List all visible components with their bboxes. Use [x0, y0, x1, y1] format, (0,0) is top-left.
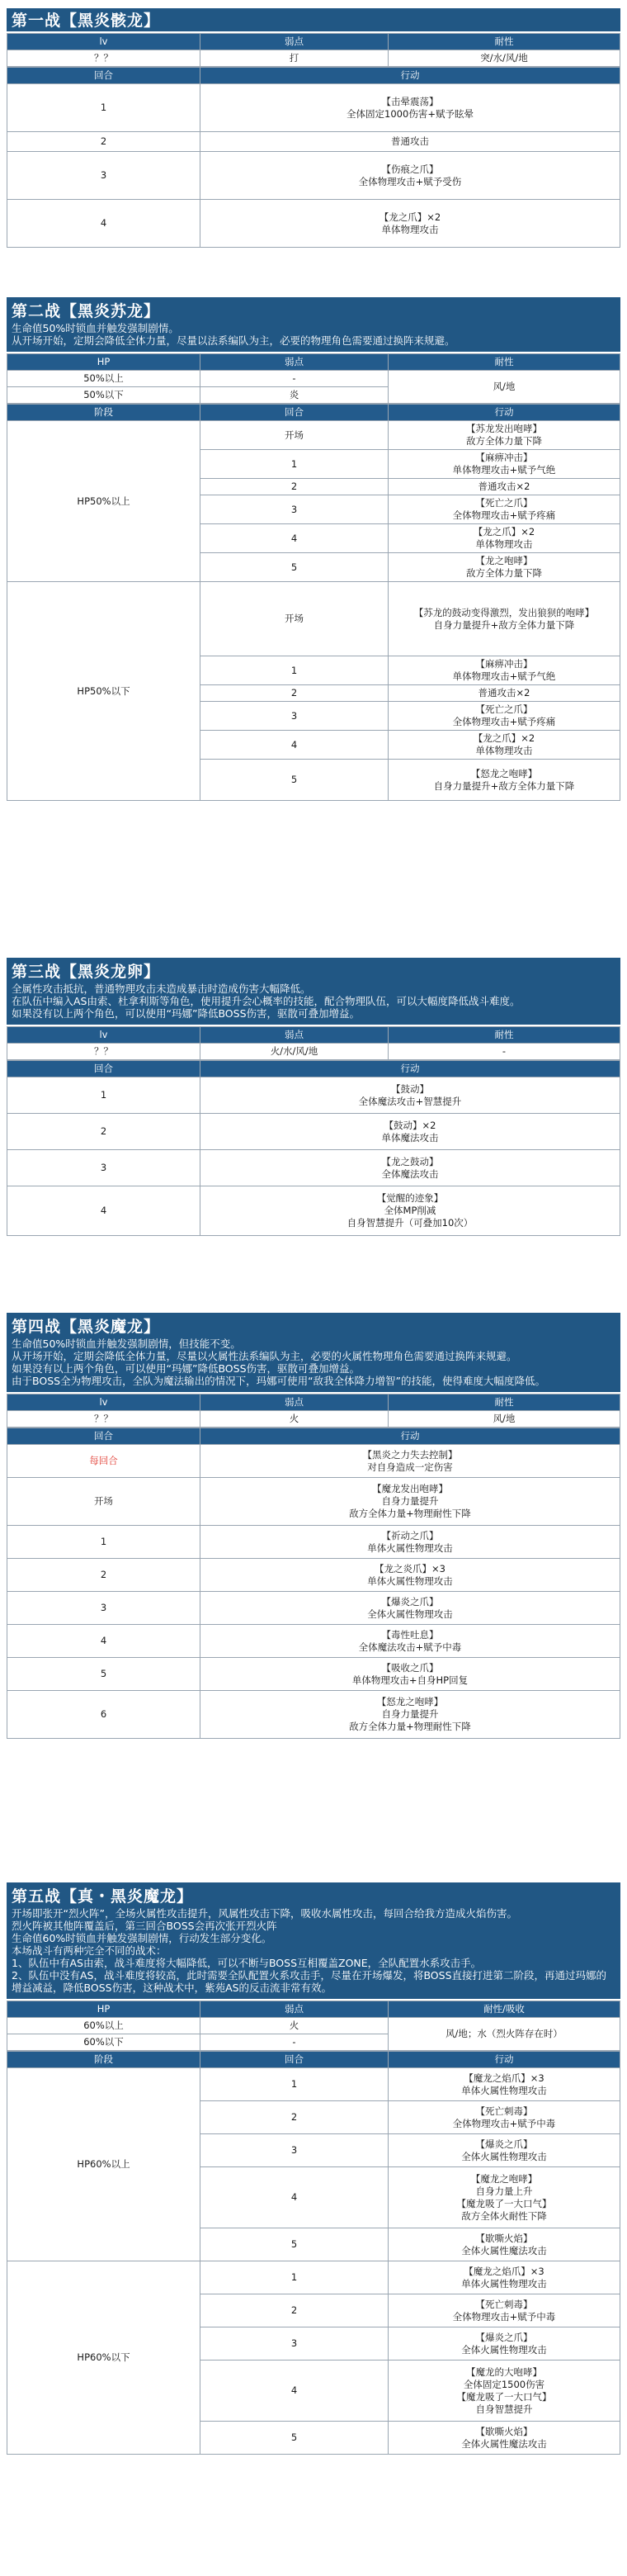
table-row: [7, 152, 620, 200]
battle-4-title: 第四战【黑炎魔龙】: [12, 1318, 161, 1336]
action-cell: 【死亡之爪】 全体物理攻击+赋予疼痛: [389, 702, 620, 731]
col-header-lv: lv: [7, 1027, 200, 1044]
battle-2-description: 生命值50%时锁血并触发强制剧情。 从开场开始，定期会降低全体力量，尽量以法系编队为主，必要的物理角色需要通过换阵来规避。: [12, 322, 455, 347]
col-header-resistance: 耐性: [389, 1395, 620, 1411]
battle-5-action-table: [7, 2051, 620, 2455]
col-header-turn: 回合: [7, 1061, 200, 1077]
battle-2-info-table: [7, 353, 620, 404]
weakness-value: 火: [200, 2018, 389, 2034]
table-row: [7, 1478, 620, 1526]
action-cell: 【歇嘶火焰】 全体火属性魔法攻击: [389, 2422, 620, 2455]
turn-cell: 2: [7, 132, 200, 152]
action-cell: 【爆炎之爪】 全体火属性物理攻击: [389, 2327, 620, 2361]
battle-4-description: 生命值50%时锁血并触发强制剧情，但技能不变。 从开场开始，定期会降低全体力量，尽量以火属性法系编队为主，必要的火属性物理角色需要通过换阵来规避。 如果没有以上两个角色，可以使用“玛娜”降低BOSS伤害，驱散可叠加增益。 由于BOSS全为物理攻击，全队为魔法输出的情况下，玛娜可使用“敌我全体降力增智”的技能，使得难度大幅度降低。: [12, 1338, 546, 1387]
battle-4-header: [7, 1313, 620, 1392]
action-cell: 【龙之爪】×2 单体物理攻击: [389, 731, 620, 760]
lv-value: ？？: [7, 1411, 200, 1428]
action-cell: 【魔龙发出咆哮】 自身力量提升 敌方全体力量+物理耐性下降: [200, 1478, 620, 1526]
battle-3-description: 全属性攻击抵抗，普通物理攻击未造成暴击时造成伤害大幅降低。 在队伍中编入AS由索、杜拿利斯等角色，使用提升会心概率的技能，配合物理队伍，可以大幅度降低战斗难度。 如果没有以上两个角色，可以使用“玛娜”降低BOSS伤害，驱散可叠加增益。: [12, 983, 521, 1020]
turn-cell: 3: [7, 152, 200, 200]
col-header-weakness: 弱点: [200, 1027, 389, 1044]
action-cell: 【魔龙之焰爪】×3 单体火属性物理攻击: [389, 2261, 620, 2294]
turn-cell: 1: [200, 656, 389, 685]
turn-cell: 开场: [7, 1478, 200, 1526]
action-cell: 【龙之爪】×2 单体物理攻击: [389, 524, 620, 553]
action-cell: 普通攻击: [200, 132, 620, 152]
hp-range: 60%以上: [7, 2018, 200, 2034]
action-cell: 【死亡刺毒】 全体物理攻击+赋予中毒: [389, 2101, 620, 2134]
battle-3-section: [7, 958, 620, 1236]
turn-cell: 5: [200, 553, 389, 582]
battle-2-title: 第二战【黑炎苏龙】: [12, 302, 161, 320]
turn-cell: 3: [200, 495, 389, 524]
turn-cell: 4: [200, 731, 389, 760]
action-cell: 【怒龙之咆哮】 自身力量提升 敌方全体力量+物理耐性下降: [200, 1691, 620, 1739]
lv-value: ？？: [7, 1044, 200, 1060]
resistance-value: -: [389, 1044, 620, 1060]
turn-cell: 5: [200, 760, 389, 801]
table-row: [7, 1150, 620, 1186]
resistance-value: 突/水/风/地: [389, 50, 620, 67]
turn-cell: 4: [7, 200, 200, 248]
turn-cell: 5: [200, 2228, 389, 2261]
action-cell: 【怒龙之咆哮】 自身力量提升+敌方全体力量下降: [389, 760, 620, 801]
action-cell: 【祈动之爪】 单体火属性物理攻击: [200, 1526, 620, 1559]
table-row: [7, 1658, 620, 1691]
col-header-weakness: 弱点: [200, 1395, 389, 1411]
col-header-turn: 回合: [200, 2052, 389, 2068]
col-header-action: 行动: [389, 405, 620, 421]
turn-cell: 2: [7, 1559, 200, 1592]
turn-cell: 4: [200, 2361, 389, 2422]
turn-cell: 3: [7, 1150, 200, 1186]
action-cell: 【魔龙之焰爪】×3 单体火属性物理攻击: [389, 2068, 620, 2101]
table-row: [7, 200, 620, 248]
action-cell: 【麻痹冲击】 单体物理攻击+赋予气绝: [389, 656, 620, 685]
stage-cell: HP50%以下: [7, 582, 200, 801]
col-header-resistance-absorb: 耐性/吸收: [389, 2001, 620, 2018]
turn-cell: 6: [7, 1691, 200, 1739]
table-row: [7, 2261, 620, 2294]
turn-cell: 4: [7, 1186, 200, 1236]
col-header-hp: HP: [7, 2001, 200, 2018]
table-row: [7, 1592, 620, 1625]
turn-cell: 2: [200, 479, 389, 495]
action-cell: 【苏龙的鼓动变得激烈，发出狼狈的咆哮】 自身力量提升+敌方全体力量下降: [389, 582, 620, 656]
action-cell: 普通攻击×2: [389, 685, 620, 702]
table-row: [7, 1445, 620, 1478]
weakness-value: 打: [200, 50, 389, 67]
battle-3-header: [7, 958, 620, 1025]
table-row: [7, 1691, 620, 1739]
action-cell: 【龙之咆哮】 敌方全体力量下降: [389, 553, 620, 582]
resistance-value: 风/地；水（烈火阵存在时）: [389, 2018, 620, 2051]
battle-4-action-table: [7, 1428, 620, 1739]
table-row: [7, 1559, 620, 1592]
battle-5-info-table: [7, 2001, 620, 2051]
table-row: [7, 132, 620, 152]
action-cell: 【魔龙之咆哮】 自身力量上升 【魔龙吸了一大口气】 敌方全体火耐性下降: [389, 2167, 620, 2228]
resistance-value: 风/地: [389, 371, 620, 404]
action-cell: 【苏龙发出咆哮】 敌方全体力量下降: [389, 421, 620, 450]
action-cell: 【龙之炎爪】×3 单体火属性物理攻击: [200, 1559, 620, 1592]
battle-2-header: [7, 297, 620, 352]
col-header-lv: lv: [7, 1395, 200, 1411]
action-cell: 【爆炎之爪】 全体火属性物理攻击: [200, 1592, 620, 1625]
col-header-weakness: 弱点: [200, 2001, 389, 2018]
turn-cell: 1: [7, 1077, 200, 1114]
battle-5-description: 开场即张开“烈火阵”，全场火属性攻击提升，风属性攻击下降，吸收水属性攻击，每回合给我方造成火焰伤害。 烈火阵被其他阵覆盖后，第三回合BOSS会再次张开烈火阵 生命值60%时锁血并触发强制剧情，行动发生部分变化。 本场战斗有两种完全不同的战术： 1、队伍中有AS由索，战斗难度将大幅降低，可以不断与BOSS互相覆盖ZONE，全队配置水系攻击手。 2、队伍中没有AS，战斗难度将较高，此时需要全队配置火系攻击手，尽量在开场爆发，将BOSS直接打进第二阶段，再通过玛娜的增益减益，降低BOSS伤害，这种战术中，紫苑AS的反击流非常有效。: [12, 1907, 607, 1994]
turn-cell: 3: [7, 1592, 200, 1625]
action-cell: 【鼓动】×2 单体魔法攻击: [200, 1114, 620, 1150]
battle-3-action-table: [7, 1060, 620, 1236]
turn-cell: 1: [7, 84, 200, 132]
action-cell: 【死亡之爪】 全体物理攻击+赋予疼痛: [389, 495, 620, 524]
action-cell: 【死亡刺毒】 全体物理攻击+赋予中毒: [389, 2294, 620, 2327]
battle-1-header: [7, 8, 620, 31]
col-header-stage: 阶段: [7, 405, 200, 421]
action-cell: 【击晕震荡】 全体固定1000伤害+赋予眩晕: [200, 84, 620, 132]
col-header-action: 行动: [200, 1061, 620, 1077]
table-row: [7, 1526, 620, 1559]
col-header-resistance: 耐性: [389, 1027, 620, 1044]
col-header-resistance: 耐性: [389, 34, 620, 50]
resistance-value: 风/地: [389, 1411, 620, 1428]
battle-5-section: [7, 1882, 620, 2455]
col-header-turn: 回合: [200, 405, 389, 421]
col-header-resistance: 耐性: [389, 354, 620, 371]
turn-cell: 3: [200, 702, 389, 731]
turn-cell: 2: [7, 1114, 200, 1150]
table-row: [7, 421, 620, 450]
col-header-action: 行动: [200, 1428, 620, 1445]
table-row: [7, 1625, 620, 1658]
weakness-value: 火/水/风/地: [200, 1044, 389, 1060]
col-header-weakness: 弱点: [200, 354, 389, 371]
weakness-value: -: [200, 371, 389, 387]
table-row: [7, 1077, 620, 1114]
hp-range: 50%以上: [7, 371, 200, 387]
battle-4-section: [7, 1313, 620, 1739]
action-cell: 【爆炎之爪】 全体火属性物理攻击: [389, 2134, 620, 2167]
action-cell: 【龙之鼓动】 全体魔法攻击: [200, 1150, 620, 1186]
weakness-value: 火: [200, 1411, 389, 1428]
battle-5-title: 第五战【真・黑炎魔龙】: [12, 1887, 194, 1906]
table-row: [7, 2068, 620, 2101]
action-cell: 【鼓动】 全体魔法攻击+智慧提升: [200, 1077, 620, 1114]
col-header-action: 行动: [389, 2052, 620, 2068]
turn-cell: 5: [7, 1658, 200, 1691]
turn-cell: 5: [200, 2422, 389, 2455]
col-header-weakness: 弱点: [200, 34, 389, 50]
battle-1-info-table: [7, 33, 620, 67]
battle-1-action-table: [7, 67, 620, 248]
action-cell: 【吸收之爪】 单体物理攻击+自身HP回复: [200, 1658, 620, 1691]
weakness-value: 炎: [200, 387, 389, 404]
hp-range: 60%以下: [7, 2034, 200, 2051]
stage-cell: HP60%以下: [7, 2261, 200, 2455]
stage-cell: HP50%以上: [7, 421, 200, 582]
hp-range: 50%以下: [7, 387, 200, 404]
stage-cell: HP60%以上: [7, 2068, 200, 2261]
battle-3-info-table: [7, 1026, 620, 1060]
turn-cell: 2: [200, 2294, 389, 2327]
battle-4-info-table: [7, 1394, 620, 1428]
battle-5-header: [7, 1882, 620, 1999]
turn-cell: 2: [200, 685, 389, 702]
action-cell: 【魔龙的大咆哮】 全体固定1500伤害 【魔龙吸了一大口气】 自身智慧提升: [389, 2361, 620, 2422]
battle-1-title: 第一战【黑炎骸龙】: [12, 12, 161, 30]
col-header-lv: lv: [7, 34, 200, 50]
turn-cell: 3: [200, 2327, 389, 2361]
turn-cell: 4: [200, 524, 389, 553]
table-row: [7, 84, 620, 132]
turn-cell: 4: [7, 1625, 200, 1658]
table-row: [7, 582, 620, 656]
action-cell: 【黑炎之力失去控制】 对自身造成一定伤害: [200, 1445, 620, 1478]
turn-cell-every-turn: 每回合: [7, 1445, 200, 1478]
col-header-hp: HP: [7, 354, 200, 371]
turn-cell: 4: [200, 2167, 389, 2228]
turn-cell: 2: [200, 2101, 389, 2134]
action-cell: 【毒性吐息】 全体魔法攻击+赋予中毒: [200, 1625, 620, 1658]
lv-value: ？？: [7, 50, 200, 67]
battle-3-title: 第三战【黑炎龙卵】: [12, 963, 161, 981]
action-cell: 【歇嘶火焰】 全体火属性魔法攻击: [389, 2228, 620, 2261]
action-cell: 【麻痹冲击】 单体物理攻击+赋予气绝: [389, 450, 620, 479]
turn-cell: 1: [200, 2261, 389, 2294]
action-cell: 【龙之爪】×2 单体物理攻击: [200, 200, 620, 248]
col-header-stage: 阶段: [7, 2052, 200, 2068]
col-header-turn: 回合: [7, 68, 200, 84]
action-cell: 【觉醒的迹象】 全体MP削减 自身智慧提升（可叠加10次）: [200, 1186, 620, 1236]
col-header-action: 行动: [200, 68, 620, 84]
battle-1-section: [7, 8, 620, 248]
action-cell: 普通攻击×2: [389, 479, 620, 495]
action-cell: 【伤痕之爪】 全体物理攻击+赋予受伤: [200, 152, 620, 200]
weakness-value: -: [200, 2034, 389, 2051]
turn-cell: 3: [200, 2134, 389, 2167]
turn-cell: 1: [200, 450, 389, 479]
table-row: [7, 1114, 620, 1150]
col-header-turn: 回合: [7, 1428, 200, 1445]
turn-cell: 开场: [200, 421, 389, 450]
turn-cell: 1: [7, 1526, 200, 1559]
turn-cell: 开场: [200, 582, 389, 656]
turn-cell: 1: [200, 2068, 389, 2101]
table-row: [7, 1186, 620, 1236]
battle-2-section: [7, 297, 620, 801]
battle-2-action-table: [7, 404, 620, 801]
